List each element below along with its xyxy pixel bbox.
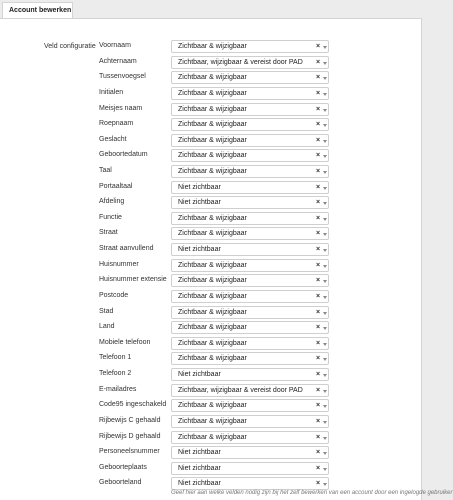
visibility-select[interactable]	[171, 134, 329, 147]
field-label: Meisjes naam	[99, 104, 143, 112]
visibility-select[interactable]	[171, 259, 329, 272]
close-icon[interactable]: ×	[316, 402, 321, 410]
close-icon[interactable]: ×	[316, 121, 321, 129]
tab-account-bewerken[interactable]: Account bewerken	[2, 2, 73, 18]
field-row	[0, 368, 423, 381]
close-icon[interactable]: ×	[316, 433, 321, 441]
select-value: Zichtbaar & wijzigbaar	[178, 308, 247, 316]
chevron-down-icon[interactable]	[323, 343, 327, 346]
close-icon[interactable]: ×	[316, 58, 321, 66]
visibility-select[interactable]	[171, 181, 329, 194]
field-row	[0, 384, 423, 397]
select-value: Zichtbaar & wijzigbaar	[178, 105, 247, 113]
field-row	[0, 87, 423, 100]
chevron-down-icon[interactable]	[323, 437, 327, 440]
close-icon[interactable]: ×	[316, 74, 321, 82]
field-row	[0, 337, 423, 350]
visibility-select[interactable]	[171, 103, 329, 116]
close-icon[interactable]: ×	[316, 417, 321, 425]
visibility-select[interactable]	[171, 462, 329, 475]
field-row	[0, 259, 423, 272]
field-row	[0, 40, 423, 53]
visibility-select[interactable]	[171, 384, 329, 397]
visibility-select[interactable]	[171, 399, 329, 412]
field-row	[0, 274, 423, 287]
close-icon[interactable]: ×	[316, 355, 321, 363]
visibility-select[interactable]	[171, 274, 329, 287]
select-value: Zichtbaar & wijzigbaar	[178, 214, 247, 222]
visibility-select[interactable]	[171, 321, 329, 334]
field-row	[0, 290, 423, 303]
field-row	[0, 71, 423, 84]
visibility-select[interactable]	[171, 149, 329, 162]
field-label: Voornaam	[99, 42, 131, 49]
visibility-select[interactable]	[171, 337, 329, 350]
field-label: Straat aanvullend	[99, 245, 154, 253]
select-value: Zichtbaar & wijzigbaar	[178, 121, 247, 129]
select-value: Niet zichtbaar	[178, 449, 221, 457]
select-value: Zichtbaar & wijzigbaar	[178, 261, 247, 269]
visibility-select[interactable]	[171, 415, 329, 428]
visibility-select[interactable]	[171, 446, 329, 459]
field-label: Straat	[99, 229, 118, 237]
select-value: Zichtbaar & wijzigbaar	[178, 136, 247, 144]
close-icon[interactable]: ×	[316, 43, 321, 50]
field-label: Geslacht	[99, 135, 127, 143]
field-row	[0, 306, 423, 319]
field-row	[0, 103, 423, 116]
field-row	[0, 321, 423, 334]
visibility-select[interactable]	[171, 243, 329, 256]
chevron-down-icon[interactable]	[323, 280, 327, 283]
select-value: Zichtbaar & wijzigbaar	[178, 433, 247, 441]
field-label: Huisnummer	[99, 260, 139, 268]
field-label: Telefoon 2	[99, 370, 132, 377]
chevron-down-icon[interactable]	[323, 202, 327, 205]
chevron-down-icon[interactable]	[323, 358, 327, 361]
field-label: Huisnummer extensie	[99, 276, 167, 284]
field-label: E-mailadres	[99, 385, 137, 393]
select-value: Zichtbaar & wijzigbaar	[178, 324, 247, 332]
chevron-down-icon[interactable]	[323, 140, 327, 143]
field-row	[0, 118, 423, 131]
close-icon[interactable]: ×	[316, 464, 321, 472]
select-value: Niet zichtbaar	[178, 246, 221, 254]
visibility-select[interactable]	[171, 212, 329, 225]
chevron-down-icon[interactable]	[323, 171, 327, 174]
close-icon[interactable]: ×	[316, 371, 321, 378]
chevron-down-icon[interactable]	[323, 452, 327, 455]
chevron-down-icon[interactable]	[323, 374, 327, 377]
close-icon[interactable]: ×	[316, 152, 321, 160]
visibility-select[interactable]	[171, 227, 329, 240]
chevron-down-icon[interactable]	[323, 249, 327, 252]
close-icon[interactable]: ×	[316, 339, 321, 347]
chevron-down-icon[interactable]	[323, 155, 327, 158]
visibility-select[interactable]	[171, 71, 329, 84]
field-row	[0, 431, 423, 444]
field-label: Geboorteland	[99, 479, 142, 487]
select-value: Zichtbaar & wijzigbaar	[178, 417, 247, 425]
select-value: Zichtbaar & wijzigbaar	[178, 292, 247, 300]
chevron-down-icon[interactable]	[323, 93, 327, 96]
select-value: Zichtbaar & wijzigbaar	[178, 402, 247, 410]
close-icon[interactable]: ×	[316, 136, 321, 144]
select-value: Zichtbaar & wijzigbaar	[178, 152, 247, 160]
field-label: Geboorteplaats	[99, 463, 147, 471]
chevron-down-icon[interactable]	[323, 296, 327, 299]
chevron-down-icon[interactable]	[323, 265, 327, 268]
select-value: Niet zichtbaar	[178, 464, 221, 472]
chevron-down-icon[interactable]	[323, 109, 327, 112]
close-icon[interactable]: ×	[316, 277, 321, 285]
chevron-down-icon[interactable]	[323, 390, 327, 393]
visibility-select[interactable]	[171, 368, 329, 381]
field-row	[0, 352, 423, 365]
close-icon[interactable]: ×	[316, 246, 321, 254]
close-icon[interactable]: ×	[316, 199, 321, 207]
select-value: Zichtbaar & wijzigbaar	[178, 168, 247, 175]
field-row	[0, 227, 423, 240]
field-label: Afdeling	[99, 198, 125, 206]
field-row	[0, 181, 423, 194]
field-label: Telefoon 1	[99, 354, 132, 362]
select-value: Zichtbaar & wijzigbaar	[178, 230, 247, 238]
select-value: Niet zichtbaar	[178, 480, 221, 488]
field-label: Rijbewijs D gehaald	[99, 432, 161, 440]
visibility-select[interactable]	[171, 431, 329, 444]
close-icon[interactable]: ×	[316, 214, 321, 222]
select-value: Zichtbaar, wijzigbaar & vereist door PAD	[178, 386, 303, 394]
field-label: Taal	[99, 167, 112, 174]
select-value: Zichtbaar & wijzigbaar	[178, 339, 247, 347]
visibility-select[interactable]	[171, 306, 329, 319]
field-row	[0, 165, 423, 178]
field-label: Postcode	[99, 291, 129, 299]
chevron-down-icon[interactable]	[323, 46, 327, 49]
field-row	[0, 399, 423, 412]
field-row	[0, 462, 423, 475]
field-label: Rijbewijs C gehaald	[99, 416, 161, 424]
close-icon[interactable]: ×	[316, 168, 321, 175]
close-icon[interactable]: ×	[316, 292, 321, 300]
chevron-down-icon[interactable]	[323, 77, 327, 80]
field-label: Personeelsnummer	[99, 448, 160, 456]
select-value: Zichtbaar & wijzigbaar	[178, 89, 247, 97]
field-row	[0, 477, 423, 490]
section-label: Veld configuratie	[44, 43, 96, 50]
field-row	[0, 243, 423, 256]
field-label: Achternaam	[99, 57, 137, 65]
visibility-select[interactable]	[171, 56, 329, 69]
select-value: Zichtbaar & wijzigbaar	[178, 43, 247, 50]
visibility-select[interactable]	[171, 118, 329, 131]
field-row	[0, 415, 423, 428]
select-value: Niet zichtbaar	[178, 199, 221, 207]
chevron-down-icon[interactable]	[323, 327, 327, 330]
field-row	[0, 212, 423, 225]
close-icon[interactable]: ×	[316, 183, 321, 191]
visibility-select[interactable]	[171, 290, 329, 303]
chevron-down-icon[interactable]	[323, 187, 327, 190]
field-label: Tussenvoegsel	[99, 73, 146, 81]
select-value: Niet zichtbaar	[178, 183, 221, 191]
close-icon[interactable]: ×	[316, 308, 321, 316]
close-icon[interactable]: ×	[316, 261, 321, 269]
chevron-down-icon[interactable]	[323, 312, 327, 315]
field-label: Roepnaam	[99, 120, 134, 128]
select-value: Zichtbaar & wijzigbaar	[178, 277, 247, 285]
field-label: Land	[99, 323, 115, 331]
field-row	[0, 134, 423, 147]
close-icon[interactable]: ×	[316, 89, 321, 97]
visibility-select[interactable]	[171, 196, 329, 209]
field-label: Mobiele telefoon	[99, 338, 151, 346]
field-row	[0, 56, 423, 69]
field-label: Functie	[99, 213, 122, 221]
chevron-down-icon[interactable]	[323, 124, 327, 127]
visibility-select[interactable]	[171, 477, 329, 490]
select-value: Zichtbaar & wijzigbaar	[178, 355, 247, 363]
chevron-down-icon[interactable]	[323, 468, 327, 471]
select-value: Zichtbaar, wijzigbaar & vereist door PAD	[178, 58, 303, 66]
field-row	[0, 446, 423, 459]
visibility-select[interactable]	[171, 87, 329, 100]
field-row	[0, 149, 423, 162]
field-row	[0, 196, 423, 209]
close-icon[interactable]: ×	[316, 449, 321, 457]
chevron-down-icon[interactable]	[323, 233, 327, 236]
field-label: Stad	[99, 307, 114, 315]
field-label: Portaaltaal	[99, 182, 133, 190]
close-icon[interactable]: ×	[316, 230, 321, 238]
visibility-select[interactable]	[171, 165, 329, 178]
close-icon[interactable]: ×	[316, 480, 321, 488]
field-label: Geboortedatum	[99, 151, 148, 159]
tab-bar	[0, 0, 423, 18]
chevron-down-icon[interactable]	[323, 405, 327, 408]
field-label: Initialen	[99, 88, 124, 96]
select-value: Niet zichtbaar	[178, 371, 221, 378]
select-value: Zichtbaar & wijzigbaar	[178, 74, 247, 82]
chevron-down-icon[interactable]	[323, 483, 327, 486]
close-icon[interactable]: ×	[316, 324, 321, 332]
close-icon[interactable]: ×	[316, 105, 321, 113]
chevron-down-icon[interactable]	[323, 421, 327, 424]
help-text: Geef hier aan welke velden nodig zijn bij het zelf bewerken van een account door een ingelogde gebruiker	[171, 490, 453, 496]
close-icon[interactable]: ×	[316, 386, 321, 394]
visibility-select[interactable]	[171, 40, 329, 53]
chevron-down-icon[interactable]	[323, 218, 327, 221]
field-label: Code95 ingeschakeld	[99, 401, 167, 409]
chevron-down-icon[interactable]	[323, 62, 327, 65]
visibility-select[interactable]	[171, 352, 329, 365]
